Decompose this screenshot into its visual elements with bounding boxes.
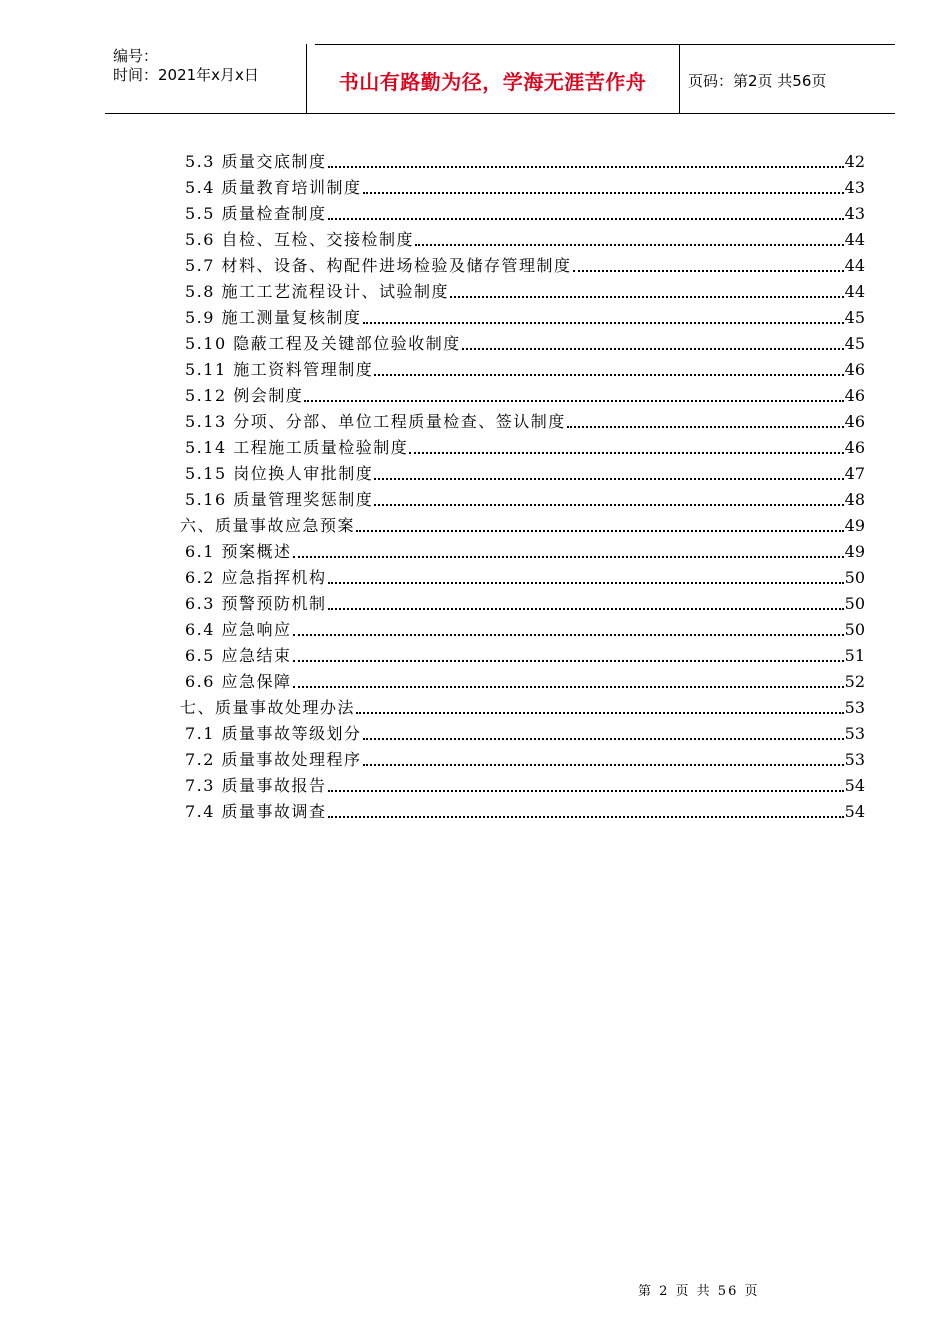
toc-leader-dots [293, 556, 844, 558]
toc-entry-title: 5.14 工程施工质量检验制度 [185, 438, 409, 457]
toc-leader-dots [356, 530, 844, 532]
toc-entry-page: 46 [844, 386, 865, 405]
toc-entry-page: 46 [844, 438, 865, 457]
toc-entry-title: 5.15 岗位换人审批制度 [185, 464, 374, 483]
toc-entry-page: 50 [844, 620, 865, 639]
toc-entry-title: 六、质量事故应急预案 [180, 516, 356, 535]
toc-entry-page: 43 [844, 178, 865, 197]
toc-entry-page: 42 [844, 152, 865, 171]
toc-leader-dots [363, 738, 844, 740]
header-page-info: 页码：第2页 共56页 [688, 72, 827, 90]
toc-entry-title: 5.7 材料、设备、构配件进场检验及储存管理制度 [185, 256, 572, 275]
toc-leader-dots [374, 504, 843, 506]
toc-entry[interactable] [180, 615, 865, 641]
toc-entry-page: 49 [844, 542, 865, 561]
toc-leader-dots [304, 400, 843, 402]
toc-entry[interactable] [180, 303, 865, 329]
toc-entry-page: 53 [844, 750, 865, 769]
toc-entry[interactable] [180, 589, 865, 615]
toc-entry[interactable] [180, 433, 865, 459]
toc-leader-dots [462, 348, 844, 350]
toc-entry-page: 53 [844, 724, 865, 743]
toc-leader-dots [293, 686, 844, 688]
toc-leader-dots [567, 426, 844, 428]
toc-entry-title: 5.13 分项、分部、单位工程质量检查、签认制度 [185, 412, 566, 431]
document-time-label: 时间：2021年x月x日 [113, 66, 259, 84]
toc-entry-title: 6.1 预案概述 [185, 542, 292, 561]
toc-entry-page: 45 [844, 308, 865, 327]
toc-entry-title: 7.2 质量事故处理程序 [185, 750, 362, 769]
toc-entry-page: 44 [844, 256, 865, 275]
toc-entry-title: 7.4 质量事故调查 [185, 802, 327, 821]
toc-entry-page: 47 [844, 464, 865, 483]
toc-entry[interactable] [180, 459, 865, 485]
toc-entry-page: 50 [844, 594, 865, 613]
toc-leader-dots [328, 582, 844, 584]
page-footer: 第 2 页 共 56 页 [638, 1284, 760, 1299]
toc-entry-page: 49 [844, 516, 865, 535]
toc-entry-title: 5.10 隐蔽工程及关键部位验收制度 [185, 334, 461, 353]
toc-leader-dots [409, 452, 843, 454]
header-meta [113, 47, 259, 85]
toc-entry-title: 5.11 施工资料管理制度 [185, 360, 374, 379]
toc-entry[interactable] [180, 719, 865, 745]
toc-entry-title: 6.4 应急响应 [185, 620, 292, 639]
page-header [105, 44, 895, 114]
toc-leader-dots [415, 244, 844, 246]
toc-entry-page: 45 [844, 334, 865, 353]
table-of-contents [180, 147, 865, 823]
toc-entry-title: 6.6 应急保障 [185, 672, 292, 691]
toc-entry[interactable] [180, 225, 865, 251]
toc-leader-dots [328, 166, 844, 168]
header-bottom-rule [105, 113, 895, 114]
toc-entry[interactable] [180, 745, 865, 771]
toc-entry-title: 7.1 质量事故等级划分 [185, 724, 362, 743]
toc-entry-title: 6.5 应急结束 [185, 646, 292, 665]
toc-entry[interactable] [180, 771, 865, 797]
header-divider [679, 44, 680, 114]
toc-entry[interactable] [180, 797, 865, 823]
toc-entry-title: 5.8 施工工艺流程设计、试验制度 [185, 282, 450, 301]
toc-entry-page: 43 [844, 204, 865, 223]
header-top-rule [315, 44, 895, 45]
toc-entry[interactable] [180, 563, 865, 589]
toc-leader-dots [328, 790, 844, 792]
toc-entry-title: 5.9 施工测量复核制度 [185, 308, 362, 327]
toc-entry-page: 54 [844, 776, 865, 795]
toc-entry-title: 5.4 质量教育培训制度 [185, 178, 362, 197]
toc-entry-page: 52 [844, 672, 865, 691]
toc-entry-title: 5.5 质量检查制度 [185, 204, 327, 223]
toc-leader-dots [328, 218, 844, 220]
toc-entry-title: 6.3 预警预防机制 [185, 594, 327, 613]
toc-leader-dots [450, 296, 844, 298]
toc-leader-dots [293, 634, 844, 636]
toc-entry[interactable] [180, 329, 865, 355]
toc-entry-title: 5.6 自检、互检、交接检制度 [185, 230, 415, 249]
toc-leader-dots [363, 764, 844, 766]
toc-entry-page: 44 [844, 282, 865, 301]
header-motto: 书山有路勤为径，学海无涯苦作舟 [338, 70, 647, 94]
document-code-label: 编号： [113, 47, 159, 65]
toc-leader-dots [363, 322, 844, 324]
toc-entry-page: 53 [844, 698, 865, 717]
toc-leader-dots [328, 608, 844, 610]
toc-leader-dots [573, 270, 844, 272]
toc-entry-page: 46 [844, 360, 865, 379]
toc-entry[interactable] [180, 485, 865, 511]
toc-entry[interactable] [180, 381, 865, 407]
toc-leader-dots [374, 478, 843, 480]
toc-entry[interactable] [180, 173, 865, 199]
toc-leader-dots [293, 660, 844, 662]
toc-entry-page: 46 [844, 412, 865, 431]
toc-entry[interactable] [180, 355, 865, 381]
toc-entry-title: 5.3 质量交底制度 [185, 152, 327, 171]
toc-entry-title: 5.16 质量管理奖惩制度 [185, 490, 374, 509]
toc-entry-title: 6.2 应急指挥机构 [185, 568, 327, 587]
toc-entry-page: 48 [844, 490, 865, 509]
toc-entry[interactable] [180, 667, 865, 693]
toc-entry[interactable] [180, 199, 865, 225]
toc-leader-dots [328, 816, 844, 818]
toc-entry[interactable] [180, 251, 865, 277]
toc-entry-page: 54 [844, 802, 865, 821]
toc-leader-dots [374, 374, 843, 376]
toc-entry[interactable] [180, 641, 865, 667]
toc-entry[interactable] [180, 511, 865, 537]
toc-entry[interactable] [180, 407, 865, 433]
toc-entry[interactable] [180, 537, 865, 563]
toc-entry[interactable] [180, 147, 865, 173]
toc-entry[interactable] [180, 277, 865, 303]
toc-entry-title: 七、质量事故处理办法 [180, 698, 356, 717]
toc-entry-page: 44 [844, 230, 865, 249]
toc-entry-title: 5.12 例会制度 [185, 386, 304, 405]
toc-leader-dots [363, 192, 844, 194]
toc-entry-page: 51 [844, 646, 865, 665]
toc-leader-dots [356, 712, 844, 714]
toc-entry[interactable] [180, 693, 865, 719]
toc-entry-title: 7.3 质量事故报告 [185, 776, 327, 795]
toc-entry-page: 50 [844, 568, 865, 587]
